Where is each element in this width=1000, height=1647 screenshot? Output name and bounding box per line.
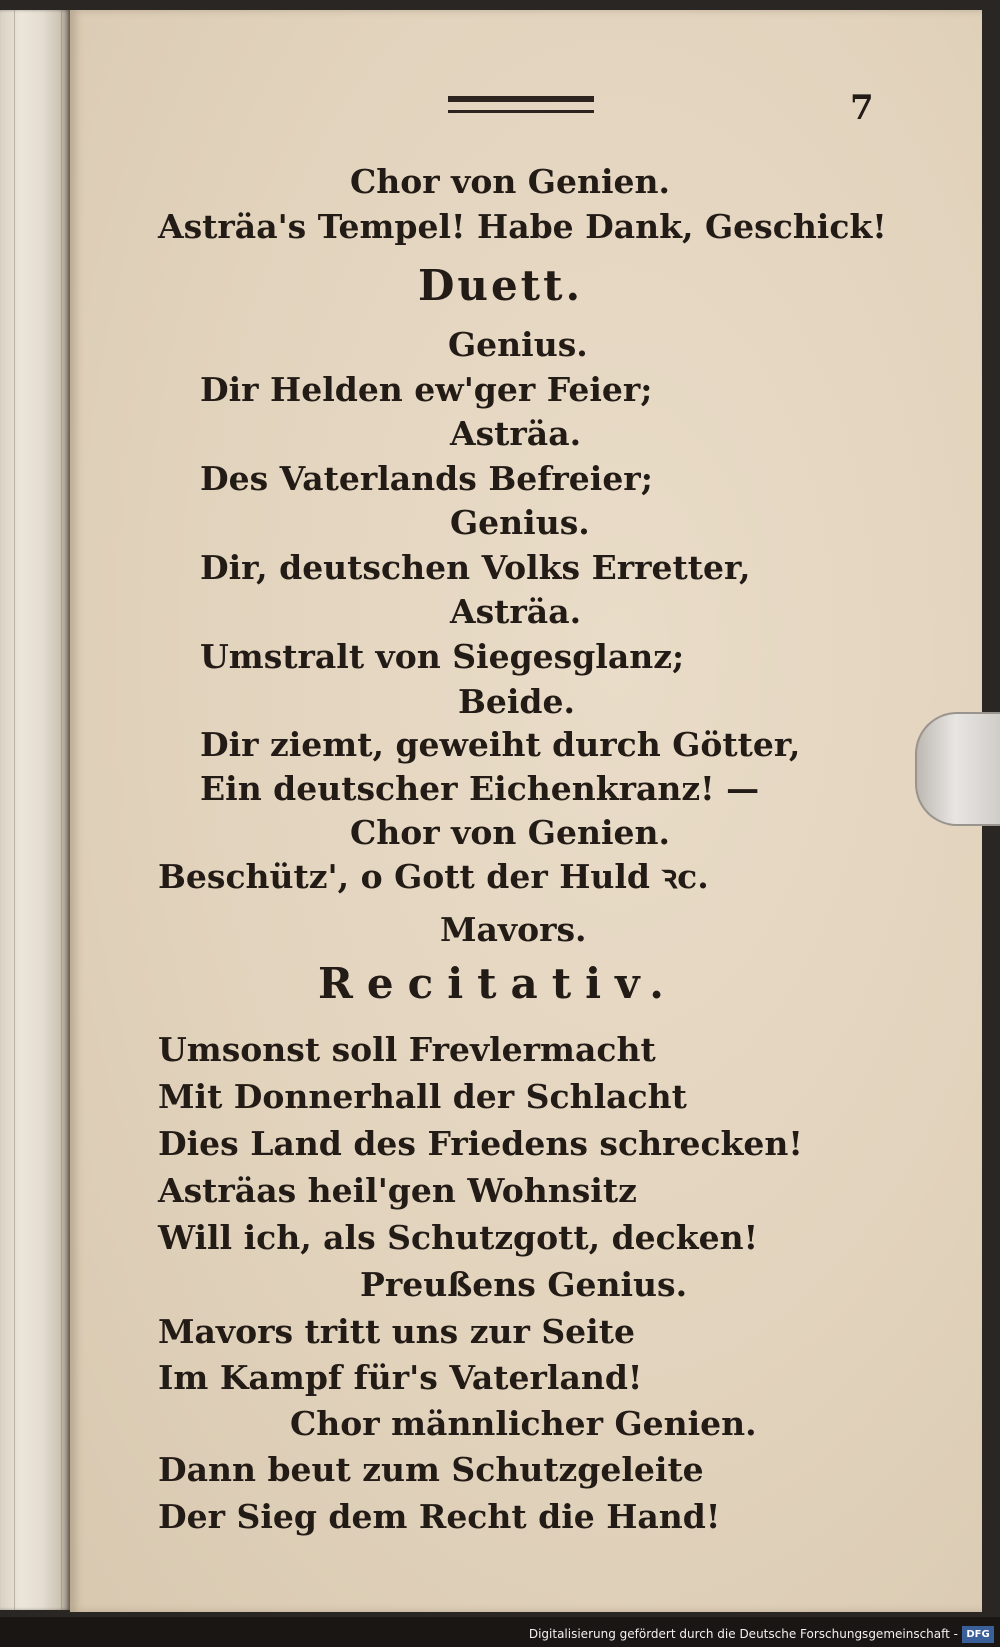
section-heading: Recitativ. xyxy=(318,959,678,1008)
verse-line: Ein deutscher Eichenkranz! — xyxy=(200,769,760,808)
speaker-label: Genius. xyxy=(448,325,588,364)
section-heading: Duett. xyxy=(418,261,584,310)
dfg-logo-icon: DFG xyxy=(962,1626,994,1643)
speaker-label: Beide. xyxy=(458,682,575,721)
page-number: 7 xyxy=(850,88,874,128)
verse-line: Umsonst soll Frevlermacht xyxy=(158,1030,656,1069)
verse-line: Will ich, als Schutzgott, decken! xyxy=(158,1218,759,1257)
binding-edge xyxy=(14,10,62,1610)
verse-line: Dir Helden ew'ger Feier; xyxy=(200,370,653,409)
verse-line: Dies Land des Friedens schrecken! xyxy=(158,1124,803,1163)
verse-line: Umstralt von Siegesglanz; xyxy=(200,637,685,676)
decorative-rule xyxy=(448,96,594,102)
verse-line: Mavors tritt uns zur Seite xyxy=(158,1312,635,1351)
speaker-label: Chor von Genien. xyxy=(350,162,670,201)
verse-line: Dir ziemt, geweiht durch Götter, xyxy=(200,725,801,764)
verse-line: Asträas heil'gen Wohnsitz xyxy=(158,1171,637,1210)
page-tab xyxy=(915,712,1000,826)
speaker-label: Chor von Genien. xyxy=(350,813,670,852)
speaker-label: Chor männlicher Genien. xyxy=(290,1404,757,1443)
footer-bar xyxy=(0,1617,1000,1647)
speaker-label: Mavors. xyxy=(440,910,587,949)
verse-line: Im Kampf für's Vaterland! xyxy=(158,1358,643,1397)
speaker-label: Genius. xyxy=(450,503,590,542)
funding-credit: Digitalisierung gefördert durch die Deutsche Forschungsgemeinschaft - xyxy=(528,1627,958,1641)
verse-line: Der Sieg dem Recht die Hand! xyxy=(158,1497,721,1536)
decorative-rule-thin xyxy=(448,110,594,113)
verse-line: Dann beut zum Schutzgeleite xyxy=(158,1450,704,1489)
speaker-label: Preußens Genius. xyxy=(360,1265,688,1304)
verse-line: Dir, deutschen Volks Erretter, xyxy=(200,548,751,587)
speaker-label: Asträa. xyxy=(450,414,582,453)
speaker-label: Asträa. xyxy=(450,592,582,631)
verse-line: Beschütz', o Gott der Huld ꝛc. xyxy=(158,857,709,896)
verse-line: Asträa's Tempel! Habe Dank, Geschick! xyxy=(158,207,887,246)
verse-line: Mit Donnerhall der Schlacht xyxy=(158,1077,687,1116)
verse-line: Des Vaterlands Befreier; xyxy=(200,459,653,498)
